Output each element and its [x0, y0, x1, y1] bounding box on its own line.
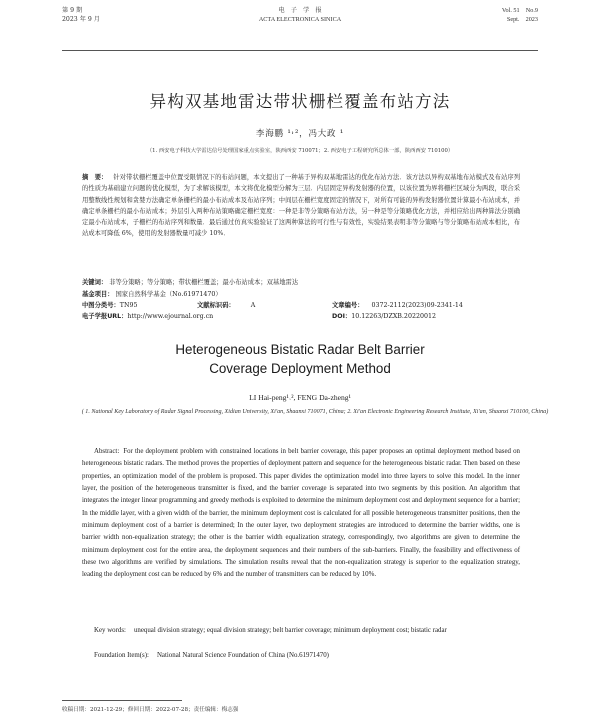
keywords-cn-text: 非等分策略；等分策略；带状栅栏覆盖；最小布站成本；双基地雷达	[109, 279, 299, 286]
article-number: 文章编号： 0372-2112(2023)09-2341-14	[332, 302, 463, 309]
affiliation-en: ( 1. National Key Laboratory of Radar Signal Processing, Xidian University, Xi'an, Shaanxi 710071, China; 2. Xi'an Electronic Engineering Research Institute, Xi'an, Shaanxi 710100, China)	[81, 409, 549, 415]
received-date-footnote: 收稿日期：2021-12-29；修回日期：2022-07-28；责任编辑：梅志强	[62, 707, 239, 713]
keywords-en	[82, 625, 520, 637]
paper-title-cn: 异构双基地雷达带状栅栏覆盖布站方法	[149, 92, 451, 111]
issue-date: 2023 年 9 月	[62, 16, 100, 23]
journal-name-en: ACTA ELECTRONICA SINICA	[258, 16, 342, 23]
keywords-cn-label: 关键词：	[82, 279, 108, 286]
fund-en	[82, 650, 520, 662]
paper-title-en: Heterogeneous Bistatic Radar Belt Barrier Coverage Deployment Method	[175, 342, 425, 376]
fund-cn-text: 国家自然科学基金（No.61971470）	[115, 291, 222, 298]
abstract-en	[82, 446, 520, 582]
meta-row-2	[82, 312, 520, 322]
affiliation-cn: （1. 西安电子科技大学雷达信号处理国家重点实验室，陕西西安 710071；2. 西安电子工程研究所总体一部，陕西西安 710100）	[146, 148, 454, 154]
meta-row-1	[82, 301, 520, 311]
doi: DOI：10.12263/DZXB.20220012	[332, 313, 436, 320]
abstract-cn	[82, 172, 520, 240]
journal-url: 电子学报URL：http://www.ejournal.org.cn	[82, 313, 214, 320]
abstract-en-label: Abstract:	[94, 448, 120, 455]
issue-number: 第 9 期	[62, 7, 83, 14]
keywords-en-text: unequal division strategy; equal division strategy; belt barrier coverage; minimum deployment cost; bistatic radar	[133, 627, 447, 634]
authors-cn: 李海鹏 ¹˒²，冯大政 ¹	[255, 129, 345, 139]
doi-link[interactable]: 10.12263/DZXB.20220012	[351, 313, 436, 320]
fund-cn-label: 基金项目：	[82, 291, 114, 298]
authors-en: LI Hai-peng¹˒², FENG Da-zheng¹	[249, 393, 351, 402]
fund-cn	[82, 290, 520, 300]
abstract-cn-label: 摘 要：	[82, 174, 108, 181]
journal-url-link[interactable]: http://www.ejournal.org.cn	[127, 313, 214, 320]
document-code: 文献标识码： A	[197, 302, 256, 309]
running-header-right	[502, 6, 538, 24]
keywords-en-label: Key words:	[94, 627, 126, 634]
issue-date-en: Sept. 2023	[506, 16, 538, 23]
clc-number: 中图分类号：TN95	[82, 302, 138, 309]
abstract-en-text: For the deployment problem with constrained locations in belt barrier coverage, this paper proposes an optimal deployment method based on heterogeneous bistatic radars. The method proves the properties of deployment pattern and sequence for the heterogeneous bistatic radar. Then based on these properties, an optimization model of the problem is proposed. This paper divides the optimization model into three layers to solve this model. In the inner layer, the position of the heterogeneous transmitter is fixed, and the barrier coverage is separated into two segments by this position. An algorithm that integrates the integer linear programming and greedy methods is exploited to determine the minimum deployment cost and deployment sequence for a barrier; In the middle layer, with a given width of the barrier, the minimum deployment cost is calculated for all possible heterogeneous transmitter positions, then the minimum deployment cost of a barrier is determined; In the outer layer, two deployment strategies are introduced to determine the barrier widths, one is barrier width non-equalization strategy; the other is the barrier width equalization strategy, correspondingly, two algorithms are given to determine the minimum deployment cost for the entire area, the deployment sequences and their numbers of the sub-barriers. Finally, the feasibility and effectiveness of these two algorithms are verified by simulations. The simulation results reveal that the non-equalization strategy is superior to the equalization strategy, leading the deployment cost can be reduced by 6% and the number of transmitters can be reduced by 10%.	[82, 448, 520, 579]
keywords-cn	[82, 278, 520, 288]
volume-number: Vol. 51 No.9	[501, 7, 538, 14]
fund-en-text: National Natural Science Foundation of China (No.61971470)	[156, 652, 329, 659]
fund-en-label: Foundation Item(s):	[94, 652, 149, 659]
abstract-cn-text: 针对带状栅栏覆盖中位置受限情况下的布站问题，本文提出了一种基于异构双基地雷达的优化布站方法．该方法以异构双基地布站模式及布站序列的性质为基础建立问题的优化模型，为了求解该模型，本文将优化模型分解为三层．内层固定异构发射器的位置，以该位置为界将栅栏区域分为两段，联合采用整数线性规划和贪婪方法确定单条栅栏的最小布站成本及布站序列；中间层在栅栏宽度固定的情况下，对所有可能的异构发射器位置计算最小布站成本，并确定单条栅栏的最小布站成本；外层引入两种布站策略确定栅栏宽度：一种是非等分策略布站方法，另一种是等分策略优化方法，并相应给出两种算法分别确定最小布站成本，子栅栏的布站序列和数量．最后通过仿真实验验证了这两种算法的可行性与有效性，实验结果表明非等分策略与等分策略布站成本相比，布站成本可降低 6%，使用的发射器数量可减少 10%．	[82, 174, 521, 238]
header-divider	[62, 50, 538, 51]
journal-name-cn: 电 子 学 报	[278, 7, 322, 14]
footnote-divider	[62, 700, 182, 701]
